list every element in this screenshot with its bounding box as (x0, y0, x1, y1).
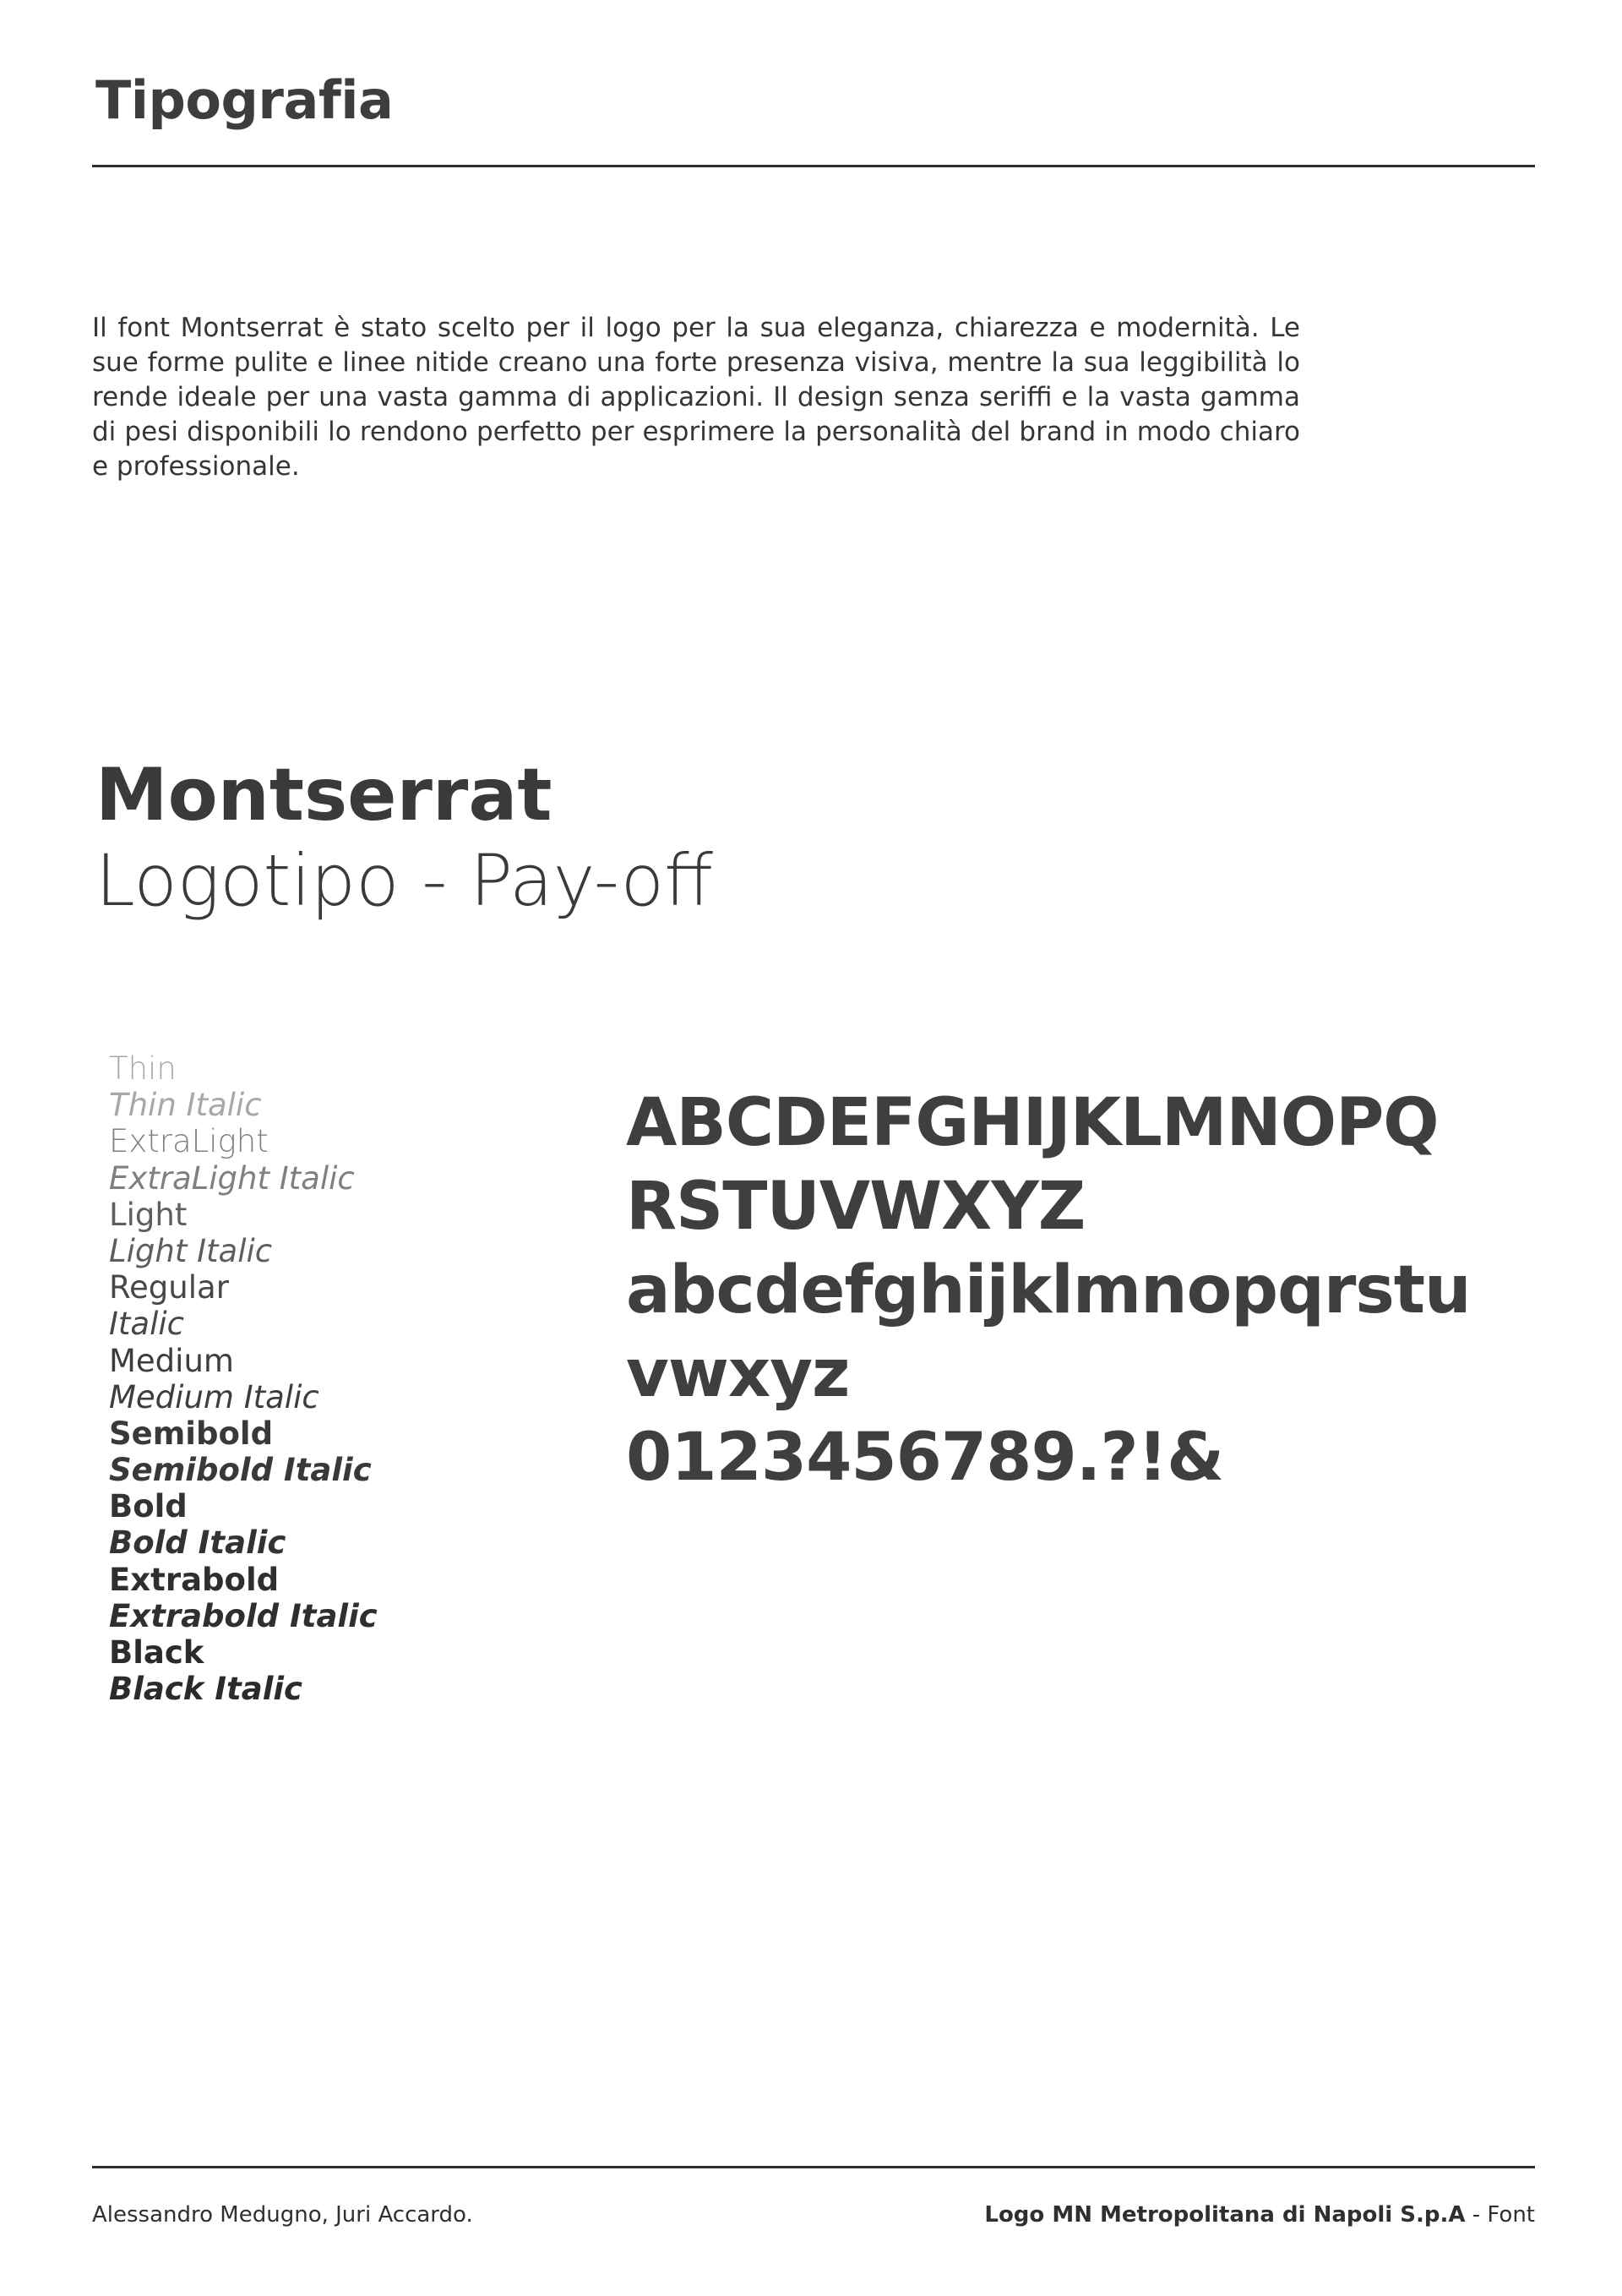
weight-thin-italic: Thin Italic (109, 1087, 262, 1124)
weight-bold-italic: Bold Italic (109, 1524, 286, 1562)
weight-bold: Bold (109, 1488, 188, 1525)
weight-black-italic: Black Italic (109, 1671, 302, 1708)
font-name-heading: Montserrat (95, 753, 552, 837)
specimen-uppercase-1: ABCDEFGHIJKLMNOPQ (626, 1085, 1439, 1161)
footer-authors: Alessandro Medugno, Juri Accardo. (92, 2202, 473, 2228)
specimen-lowercase-2: vwxyz (626, 1336, 850, 1412)
footer-divider (92, 2166, 1535, 2168)
weight-regular: Regular (109, 1269, 229, 1306)
weight-extrabold: Extrabold (109, 1561, 280, 1598)
header-divider (92, 165, 1535, 167)
weight-extralight: ExtraLight (109, 1123, 269, 1160)
weight-light: Light (109, 1196, 188, 1233)
intro-paragraph: Il font Montserrat è stato scelto per il logo per la sua eleganza, chiarezza e modernità. Le sue forme pulite e linee nitide creano una forte presenza visiva, mentre la sua leggibilità lo rende ideale per una vasta gamma di applicazioni. Il design senza seriffi e la vasta gamma di pesi disponibili lo rendono perfetto per esprimere la personalità del brand in modo chiaro e professionale. (92, 313, 1300, 482)
page-title: Tipografia (95, 69, 394, 131)
weight-extralight-italic: ExtraLight Italic (109, 1159, 355, 1197)
footer-project-title: Logo MN Metropolitana di Napoli S.p.A (984, 2202, 1466, 2228)
weight-thin: Thin (109, 1050, 177, 1087)
footer-project-info (984, 2202, 1535, 2228)
font-usage-subheading: Logotipo - Pay-off (95, 839, 713, 922)
specimen-digits-punctuation: 0123456789.?!& (626, 1420, 1224, 1496)
specimen-lowercase-1: abcdefghijklmnopqrstu (626, 1252, 1471, 1328)
weight-semibold-italic: Semibold Italic (109, 1452, 372, 1489)
glyph-specimen (626, 1082, 1471, 1500)
weight-semibold: Semibold (109, 1415, 274, 1452)
footer-section-label: - Font (1465, 2202, 1535, 2228)
weight-medium-italic: Medium Italic (109, 1378, 319, 1415)
weight-medium: Medium (109, 1342, 234, 1379)
weight-light-italic: Light Italic (109, 1232, 273, 1269)
font-weights-list (109, 1050, 378, 1707)
weight-italic: Italic (109, 1306, 184, 1343)
weight-black: Black (109, 1634, 204, 1671)
specimen-uppercase-2: RSTUVWXYZ (626, 1169, 1086, 1245)
weight-extrabold-italic: Extrabold Italic (109, 1597, 378, 1634)
